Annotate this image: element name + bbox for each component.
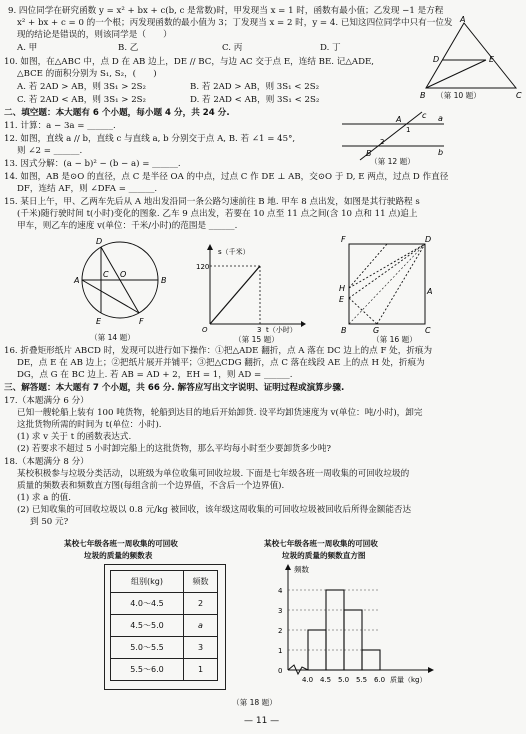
table-cell-freq: 2	[184, 593, 218, 615]
y-axis-arrow	[285, 564, 291, 570]
frequency-table	[110, 570, 218, 681]
q18-line2: 质量的频数表和频数直方图(每组含前一个边界值，不含后一个边界值).	[17, 481, 285, 491]
table-row	[111, 593, 218, 615]
section-3-heading: 三、解答题：本大题有 7 个小题，共 66 分. 解答应写出文字说明、证明过程或演算步骤.	[4, 383, 345, 393]
fig16-caption: （第 16 题）	[372, 335, 417, 344]
q14-line2: DF，连结 AF，则 ∠DFA = ______.	[17, 184, 158, 194]
fig10-label-a: A	[460, 15, 466, 24]
y-tick-label: 4	[278, 587, 283, 595]
fig14-label-b: B	[161, 276, 167, 285]
q17-line1: 已知一艘轮船上装有 100 吨货物，轮船到达目的地后开始卸货. 设平均卸货速度为 v(单位：吨/小时)，卸完	[17, 408, 423, 418]
fig18-caption: （第 18 题）	[232, 698, 277, 707]
q9-option-c: C. 丙	[222, 43, 243, 53]
fig14-label-e: E	[96, 317, 102, 326]
fig10-label-b: B	[420, 91, 426, 100]
fig15-origin: O	[202, 326, 208, 334]
table-row	[111, 659, 218, 681]
q10-line1: 10. 如图，在△ABC 中，点 D 在 AB 边上，DE // BC，与边 AC 交于点 E，连结 BE. 记△ADE,	[4, 57, 375, 67]
fig15-ylabel: s（千米）	[218, 248, 250, 256]
q15-line2: (千米)随行驶时间 t(小时)变化的图象. 乙车 9 点出发，若要在 10 点至 11 点之间(含 10 点和 11 点)追上	[17, 209, 418, 219]
q15-line3: 甲车，则乙车的速度 v(单位：千米/小时)的范围是 ______.	[17, 221, 238, 231]
x-axis-label: 质量（kg）	[390, 676, 427, 684]
fig16-label-d: D	[425, 236, 432, 244]
q9-line2: x² + bx + c = 0 的一个根；丙发现函数的最小值为 3；丁发现当 x = 2 时，y = 4. 已知这四位同学中只有一位发	[17, 18, 453, 28]
q9-option-b: B. 乙	[118, 43, 139, 53]
q10-option-c: C. 若 2AD < AB，则 3S₁ > 2S₂	[17, 95, 146, 105]
fig14-label-a: A	[74, 276, 80, 285]
x-tick-label: 5.0	[338, 676, 350, 684]
y-tick-label: 1	[278, 647, 283, 655]
q14-line1: 14. 如图，AB 是⊙O 的直径，点 C 是半径 OA 的中点，过点 C 作 DE ⊥ AB，交⊙O 于 D, E 两点，过点 D 作直径	[4, 172, 449, 182]
freq-table-title-2: 垃圾的质量的频数表	[84, 551, 153, 560]
q18-heading: 18.（本题满分 8 分）	[4, 457, 89, 467]
fig16-label-c: C	[425, 326, 431, 335]
q17-line2: 这批货物所需的时间为 t(单位：小时).	[17, 420, 162, 430]
fig15-caption: （第 15 题）	[234, 335, 279, 344]
fig14-caption: （第 14 题）	[90, 333, 135, 342]
table-cell-freq: 3	[184, 637, 218, 659]
q10-option-d: D. 若 2AD < AB，则 3S₁ < 2S₂	[190, 95, 320, 105]
q10-option-a: A. 若 2AD > AB，则 3S₁ > 2S₂	[17, 82, 146, 92]
q18-line1: 某校积极参与垃圾分类活动，以班级为单位收集可回收垃圾. 下面是七年级各班一周收集的可回收垃圾的	[17, 469, 410, 479]
fig12-angle-2: 2	[380, 138, 385, 146]
fig14-label-c: C	[103, 270, 109, 279]
page-number: — 11 —	[244, 716, 280, 726]
figure-16	[337, 236, 437, 336]
figure-12	[338, 110, 448, 162]
q10-option-b: B. 若 2AD > AB，则 3S₁ < 2S₂	[190, 82, 320, 92]
fig14-label-f: F	[139, 317, 144, 326]
fig15-xlabel: t（小时）	[266, 326, 297, 334]
q16-line1: 16. 折叠矩形纸片 ABCD 时，发现可以进行如下操作：①把△ADE 翻折，点 A 落在 DC 边上的点 F 处，折痕为	[4, 346, 433, 356]
origin-label: 0	[278, 667, 283, 675]
table-header-freq: 频数	[184, 571, 218, 593]
q18-sub2a: (2) 已知收集的可回收垃圾以 0.8 元/kg 被回收，该年级这周收集的可回收垃圾被回收后所得金额能否达	[17, 505, 412, 515]
q16-line2: DE，点 E 在 AB 边上；②把纸片展开并铺平；③把△CDG 翻折，点 C 落在线段 AE 上的点 H 处，折痕为	[17, 358, 425, 368]
fig16-label-a: A	[427, 287, 433, 296]
fig15-y120: 120	[196, 263, 210, 271]
fig14-label-d: D	[96, 237, 103, 246]
y-axis-label: 频数	[294, 565, 309, 574]
table-cell-group: 5.0～5.5	[111, 637, 184, 659]
fig12-caption: （第 12 题）	[370, 157, 415, 166]
table-row	[111, 637, 218, 659]
q12-line1: 12. 如图，直线 a // b，直线 c 与直线 a, b 分别交于点 A, B. 若 ∠1 = 45°,	[4, 134, 296, 144]
q9-line1: 9. 四位同学在研究函数 y = x² + bx + c(b, c 是常数)时，甲发现当 x = 1 时，函数有最小值；乙发现 −1 是方程	[8, 6, 444, 16]
q17-sub2: (2) 若要求不超过 5 小时卸完船上的这批货物，那么平均每小时至少要卸货多少吨?	[17, 444, 332, 454]
table-header-group: 组别(kg)	[111, 571, 184, 593]
q18-sub2b: 到 50 元?	[30, 517, 69, 527]
table-header-row	[111, 571, 218, 593]
x-tick-label: 5.5	[356, 676, 368, 684]
histogram-bar	[344, 610, 362, 670]
figure-15	[196, 244, 306, 334]
fig12-angle-1: 1	[406, 126, 411, 134]
histogram-title-2: 垃圾的质量的频数直方图	[282, 551, 366, 560]
q15-line1: 15. 某日上午，甲、乙两车先后从 A 地出发沿同一条公路匀速前往 B 地. 甲车 8 点出发，如图是其行驶路程 s	[4, 197, 420, 207]
x-tick-label: 6.0	[374, 676, 386, 684]
fig16-label-e: E	[339, 295, 345, 304]
fig10-caption: （第 10 题）	[436, 91, 481, 100]
q9-line3: 现的结论是错误的，则该同学是（ ）	[17, 30, 172, 40]
fig10-label-c: C	[516, 91, 522, 100]
fig12-label-c: c	[422, 111, 427, 120]
histogram-chart	[268, 562, 440, 696]
section-2-heading: 二、填空题：本大题有 6 个小题，每小题 4 分，共 24 分.	[4, 108, 230, 118]
table-cell-group: 5.5～6.0	[111, 659, 184, 681]
q16-line3: DG，点 G 在 BC 边上. 若 AB = AD + 2，EH = 1，则 AD = ______.	[17, 370, 293, 380]
fig10-label-d: D	[433, 55, 440, 64]
fig12-label-B: B	[366, 149, 372, 158]
fig15-x3: 3	[257, 326, 262, 334]
q17-heading: 17.（本题满分 6 分）	[4, 396, 89, 406]
freq-table-title-1: 某校七年级各班一周收集的可回收	[64, 539, 178, 548]
q10-line2: △BCE 的面积分别为 S₁, S₂，( )	[17, 69, 157, 79]
table-cell-group: 4.0～4.5	[111, 593, 184, 615]
fig14-label-o: O	[120, 270, 127, 279]
x-tick-label: 4.5	[320, 676, 332, 684]
x-tick-label: 4.0	[302, 676, 314, 684]
q12-line2: 则 ∠2 = ______.	[17, 146, 83, 156]
y-tick-label: 2	[278, 627, 283, 635]
q13-text: 13. 因式分解：(a − b)² − (b − a) = ______.	[4, 159, 181, 169]
fig12-label-a: a	[438, 114, 443, 123]
x-axis-arrow	[428, 667, 434, 673]
fig16-label-b: B	[341, 326, 347, 335]
table-cell-freq: a	[184, 615, 218, 637]
histogram-title-1: 某校七年级各班一周收集的可回收	[264, 539, 378, 548]
q9-option-a: A. 甲	[17, 43, 38, 53]
table-cell-group: 4.5～5.0	[111, 615, 184, 637]
fig16-label-g: G	[373, 326, 380, 335]
fig16-label-f: F	[341, 236, 346, 244]
q11-text: 11. 计算：a − 3a = ______.	[4, 121, 116, 131]
figure-14	[60, 232, 180, 332]
y-tick-label: 3	[278, 607, 283, 615]
q9-option-d: D. 丁	[320, 43, 341, 53]
fig12-label-A: A	[396, 115, 402, 124]
fig16-label-h: H	[339, 284, 346, 293]
histogram-bar	[362, 650, 380, 670]
fig10-label-e: E	[489, 55, 495, 64]
fig12-label-b: b	[438, 148, 444, 157]
q18-sub1: (1) 求 a 的值.	[17, 493, 72, 503]
table-row	[111, 615, 218, 637]
table-cell-freq: 1	[184, 659, 218, 681]
q17-sub1: (1) 求 v 关于 t 的函数表达式.	[17, 432, 132, 442]
